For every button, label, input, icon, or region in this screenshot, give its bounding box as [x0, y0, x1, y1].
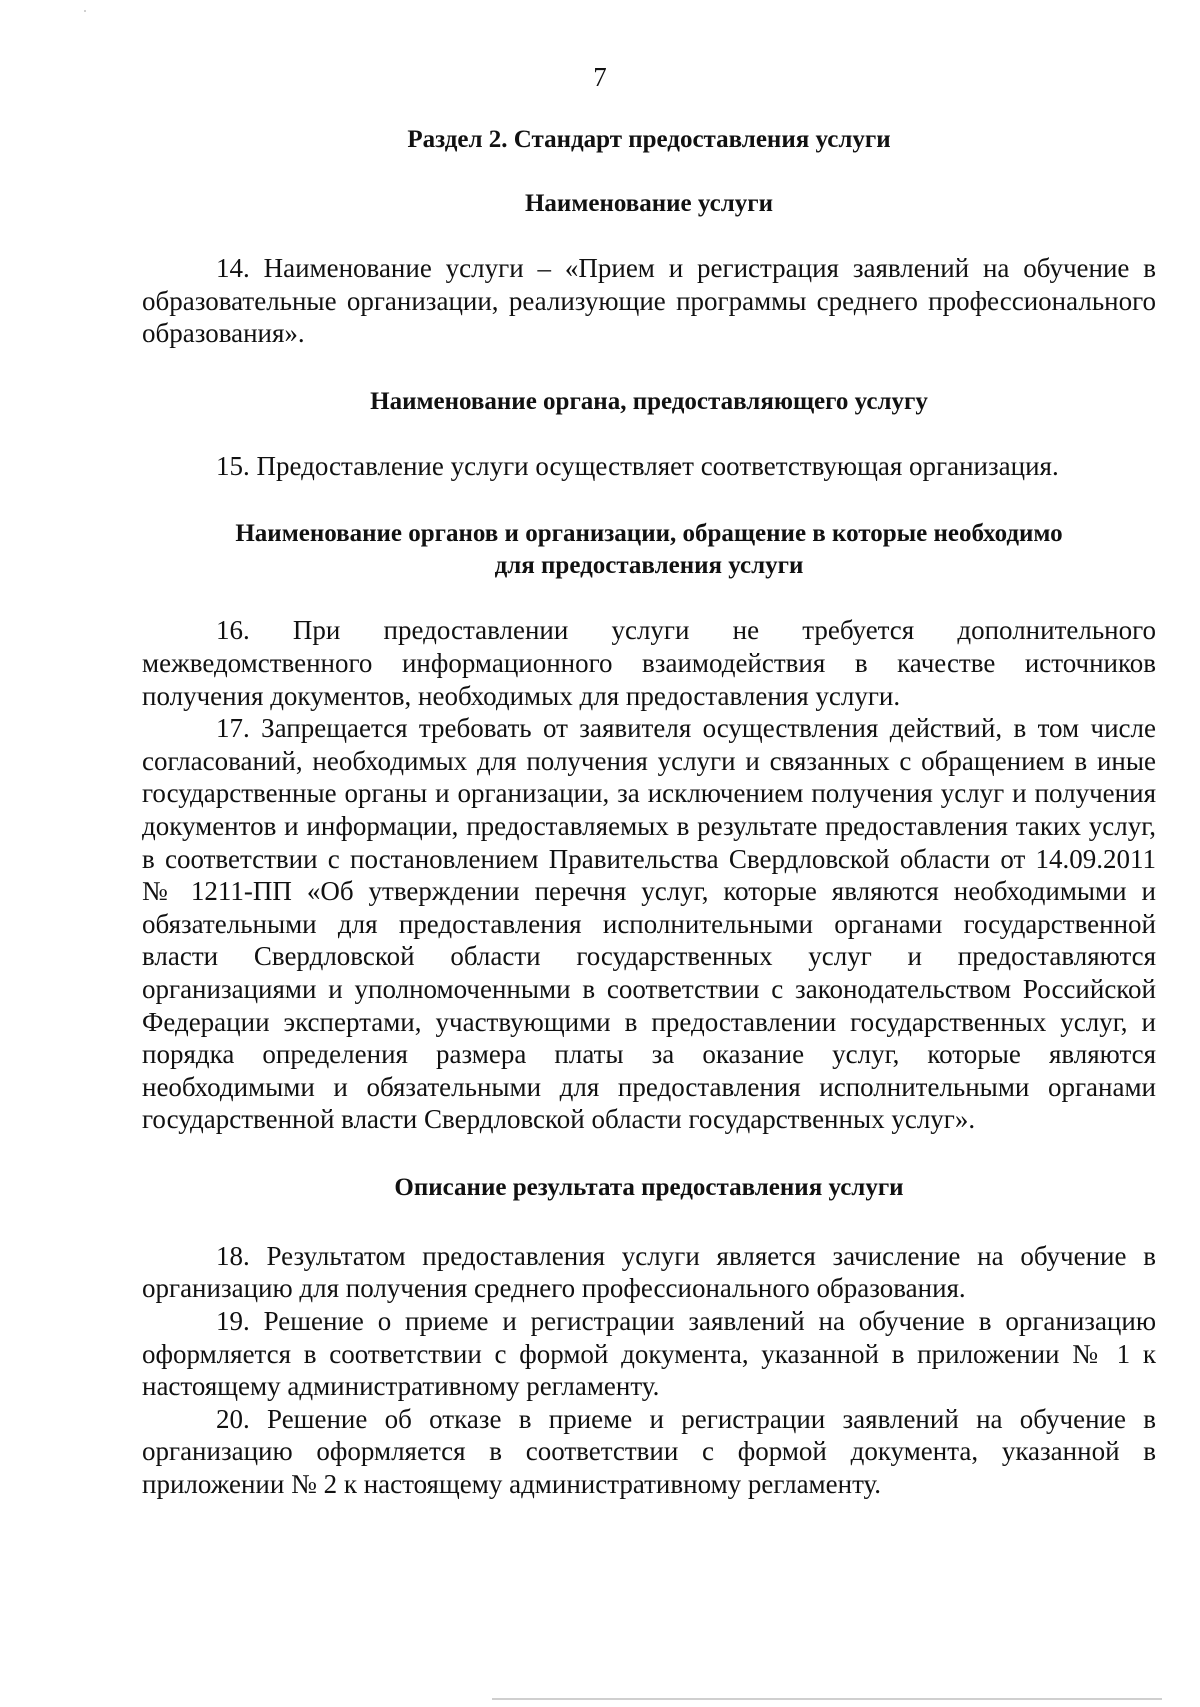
paragraph-16: 16. При предоставлении услуги не требуется дополнительного межведомственного информационного взаимодействия в качестве источников получения документов, необходимых для предоставления услуги. — [142, 615, 1156, 711]
paragraph-19: 19. Решение о приеме и регистрации заявлений на обучение в организацию оформляется в соответствии с формой документа, указанной в приложении № 1 к настоящему административному регламенту. — [142, 1306, 1156, 1402]
paragraph-15: 15. Предоставление услуги осуществляет соответствующая организация. — [216, 450, 1059, 481]
page-number: 7 — [593, 62, 607, 92]
heading-result-description: Описание результата предоставления услуги — [394, 1173, 904, 1201]
heading-line-2: для предоставления услуги — [494, 552, 804, 580]
heading-line-1: Наименование органов и организации, обращение в которые необходимо — [235, 520, 1063, 548]
document-body — [142, 124, 1156, 1501]
section-title: Раздел 2. Стандарт предоставления услуги — [407, 126, 891, 153]
heading-service-name: Наименование услуги — [524, 190, 774, 217]
scan-edge-line — [492, 1698, 1162, 1700]
heading-required-organizations — [142, 518, 1156, 582]
paragraph-14: 14. Наименование услуги – «Прием и регистрация заявлений на обучение в образовательные организации, реализующие программы среднего профессионального образования». — [142, 253, 1156, 349]
heading-providing-body: Наименование органа, предоставляющего услугу — [370, 387, 928, 415]
paragraph-17: 17. Запрещается требовать от заявителя осуществления действий, в том числе согласований, необходимых для получения услуги и связанных с обращением в иные государственные органы и организации, за исключением получения услуг и получения документов и информации, предоставляемых в результате предоставления таких услуг, в соответствии с постановлением Правительства Свердловской области от 14.09.2011 № 1211-ПП «Об утверждении перечня услуг, которые являются необходимыми и обязательными для предоставления исполнительными органами государственной власти Свердловской области государственных услуг и предоставляются организациями и уполномоченными в соответствии с законодательством Российской Федерации экспертами, участвующими в предоставлении государственных услуг, и порядка определения размера платы за оказание услуг, которые являются необходимыми и обязательными для предоставления исполнительными органами государственной власти Свердловской области государственных услуг». — [142, 713, 1156, 1135]
paragraph-20: 20. Решение об отказе в приеме и регистрации заявлений на обучение в организацию оформляется в соответствии с формой документа, указанной в приложении № 2 к настоящему административному регламенту. — [142, 1403, 1156, 1500]
paragraph-18: 18. Результатом предоставления услуги является зачисление на обучение в организацию для получения среднего профессионального образования. — [142, 1240, 1156, 1304]
scan-artifact — [84, 10, 86, 12]
